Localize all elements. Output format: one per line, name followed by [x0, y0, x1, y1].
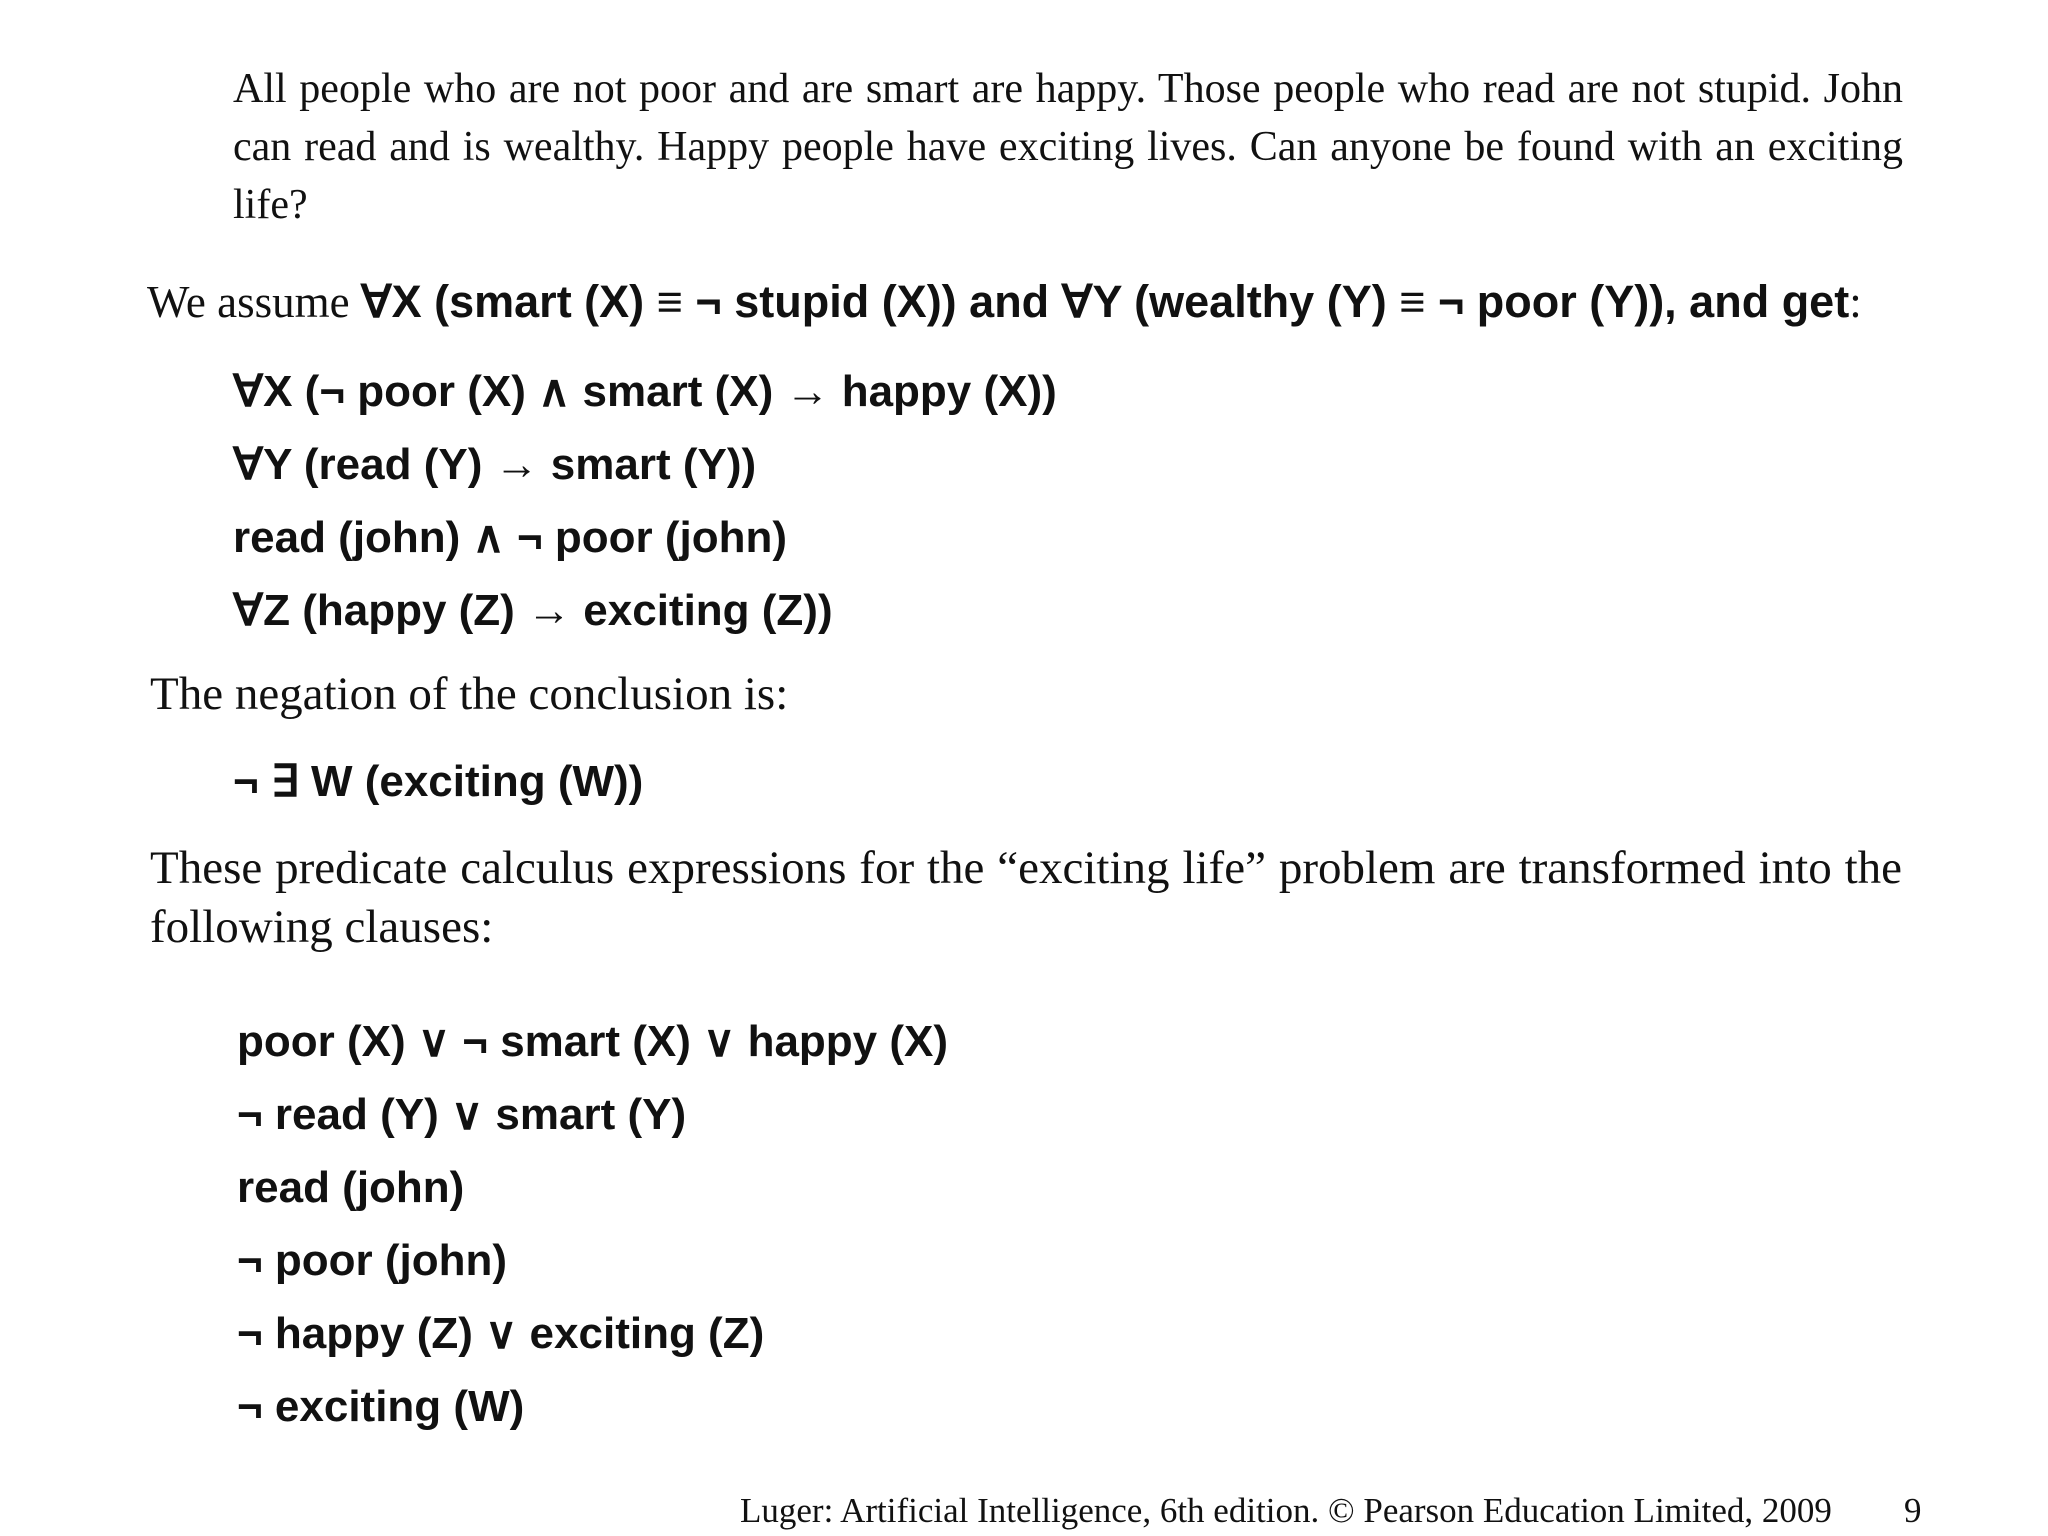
- formula-line: ∀Z (happy (Z) → exciting (Z)): [233, 586, 833, 635]
- assumption-line: [147, 272, 1967, 332]
- footer-citation: Luger: Artificial Intelligence, 6th edition. © Pearson Education Limited, 2009: [740, 1491, 1832, 1530]
- formula-line: read (john) ∧ ¬ poor (john): [233, 513, 788, 562]
- problem-statement: All people who are not poor and are smart are happy. Those people who read are not stupid. John can read and is wealthy. Happy people have exciting lives. Can anyone be found with an exciting life?: [233, 66, 1903, 228]
- formula-line: ∀Y (read (Y) → smart (Y)): [233, 440, 757, 489]
- page-number: 9: [1904, 1491, 1922, 1530]
- negation-formula: ¬ ∃ W (exciting (W)): [233, 757, 644, 806]
- clause-line: ¬ poor (john): [237, 1236, 508, 1285]
- assumption-colon: :: [1849, 277, 1862, 327]
- predicate-formulas: [233, 362, 1057, 654]
- assumption-lead: We assume: [147, 277, 361, 327]
- clause-line: read (john): [237, 1163, 465, 1212]
- clause-line: ¬ read (Y) ∨ smart (Y): [237, 1090, 687, 1139]
- negation-intro: The negation of the conclusion is:: [150, 668, 789, 720]
- formula-line: ∀X (¬ poor (X) ∧ smart (X) → happy (X)): [233, 367, 1057, 416]
- clause-line: poor (X) ∨ ¬ smart (X) ∨ happy (X): [237, 1017, 949, 1066]
- clause-line: ¬ exciting (W): [237, 1382, 525, 1431]
- assumption-formula: ∀X (smart (X) ≡ ¬ stupid (X)) and ∀Y (wealthy (Y) ≡ ¬ poor (Y)), and get: [360, 276, 1850, 327]
- clause-list: [237, 1012, 948, 1450]
- clause-line: ¬ happy (Z) ∨ exciting (Z): [237, 1309, 765, 1358]
- transformation-text: These predicate calculus expressions for the “exciting life” problem are transformed into the following clauses:: [150, 842, 1902, 953]
